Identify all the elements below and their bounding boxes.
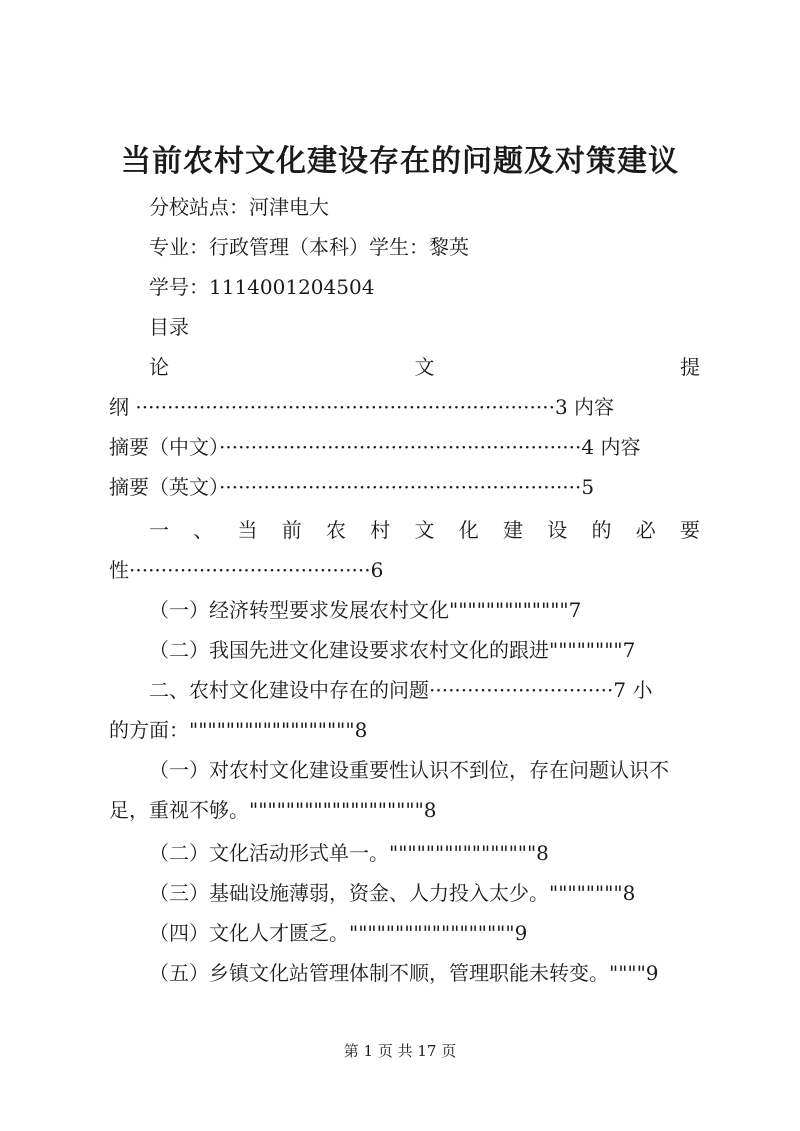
page-footer: 第 1 页 共 17 页 <box>343 1042 457 1060</box>
toc-line-5 <box>109 510 700 550</box>
toc-line-13: （二）文化活动形式单一。""""""""""""""""8 <box>149 841 549 865</box>
toc-line-14: （三）基础设施薄弱，资金、人力投入太少。""""""""8 <box>149 881 636 905</box>
toc-char: 的 <box>591 518 612 542</box>
toc-line-10: 的方面：""""""""""""""""""8 <box>109 718 368 742</box>
toc-char: 化 <box>458 518 479 542</box>
toc-char: 、 <box>193 518 214 542</box>
toc-line-6: 性······································6 <box>109 558 384 582</box>
toc-line-15: （四）文化人才匮乏。""""""""""""""""""9 <box>149 921 528 945</box>
toc-char: 一 <box>149 518 169 542</box>
toc-heading: 目录 <box>149 315 189 339</box>
toc-char: 提 <box>680 355 700 379</box>
toc-char: 村 <box>370 518 391 542</box>
toc-char: 文 <box>414 518 435 542</box>
toc-char: 当 <box>237 518 258 542</box>
student-id-line: 学号：1114001204504 <box>149 275 375 299</box>
toc-line-12: 足，重视不够。"""""""""""""""""""8 <box>109 798 437 822</box>
toc-char: 文 <box>414 355 435 379</box>
document-title: 当前农村文化建设存在的问题及对策建议 <box>121 144 679 179</box>
toc-char: 论 <box>149 355 169 379</box>
toc-line-9: 二、农村文化建设中存在的问题·····························7 小 <box>149 678 653 702</box>
toc-line-11: （一）对农村文化建设重要性认识不到位，存在问题认识不 <box>149 758 669 782</box>
campus-line: 分校站点：河津电大 <box>149 195 329 219</box>
toc-line-1 <box>109 347 700 387</box>
toc-char: 必 <box>635 518 656 542</box>
toc-char: 前 <box>281 518 302 542</box>
toc-char: 建 <box>503 518 523 542</box>
toc-line-4: 摘要（英文）·························································5 <box>109 475 595 499</box>
toc-line-16: （五）乡镇文化站管理体制不顺，管理职能未转变。""""9 <box>149 961 659 985</box>
major-line: 专业：行政管理（本科）学生：黎英 <box>149 235 469 259</box>
toc-char: 要 <box>680 518 700 542</box>
toc-line-8: （二）我国先进文化建设要求农村文化的跟进""""""""7 <box>149 638 636 662</box>
toc-char: 设 <box>547 518 568 542</box>
toc-line-3: 摘要（中文）·························································4 内容 <box>109 435 641 459</box>
toc-line-2: 纲 ··································································3 内容 <box>109 395 615 419</box>
toc-line-7: （一）经济转型要求发展农村文化"""""""""""""7 <box>149 598 582 622</box>
toc-char: 农 <box>326 518 346 542</box>
